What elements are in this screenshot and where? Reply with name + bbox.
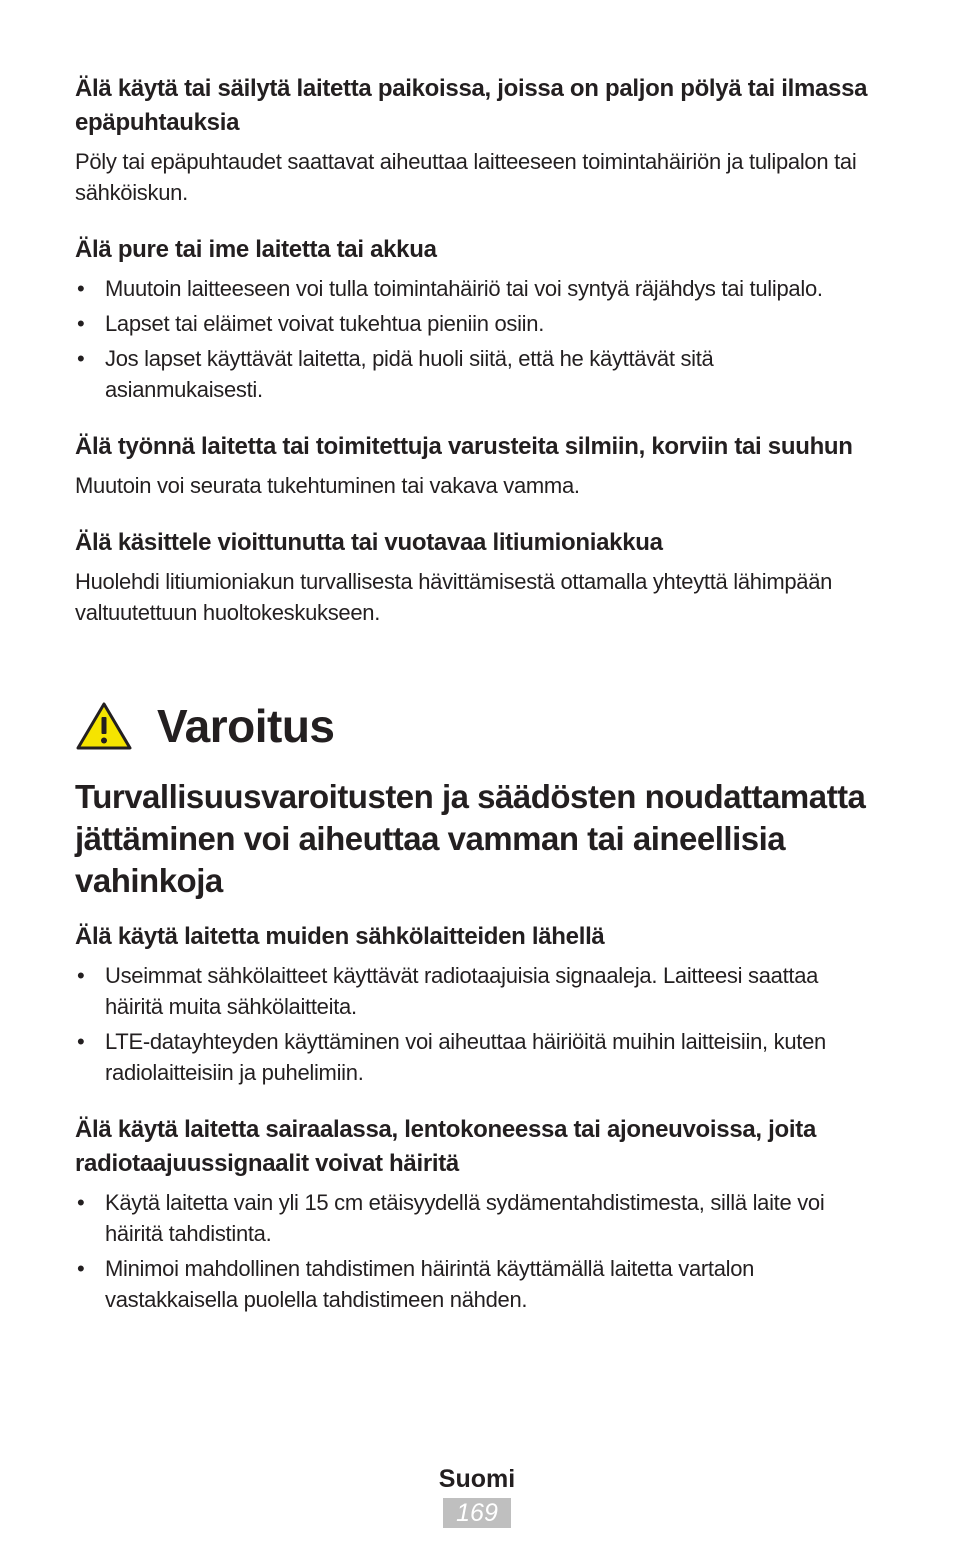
section-body: Pöly tai epäpuhtaudet saattavat aiheuttaa laitteeseen toimintahäiriön ja tulipalon tai sähköiskun. [75, 149, 857, 205]
bullet-icon: • [77, 963, 85, 988]
bullet-icon: • [77, 1029, 85, 1054]
page-number: 169 [443, 1498, 511, 1528]
list-item: • Minimoi mahdollinen tahdistimen häirintä käyttämällä laitetta vartalon vastakkaisella puolella tahdistimeen nähden. [75, 1253, 875, 1315]
warning-header [75, 686, 875, 766]
list-item: • Lapset tai eläimet voivat tukehtua pieniin osiin. [75, 308, 875, 339]
section-dust [75, 72, 875, 208]
bullet-icon: • [77, 1190, 85, 1215]
list-item: • LTE-datayhteyden käyttäminen voi aiheuttaa häiriöitä muihin laitteisiin, kuten radiolaitteisiin ja puhelimiin. [75, 1026, 875, 1088]
document-page [75, 72, 875, 1340]
bullet-icon: • [77, 276, 85, 301]
list-item: • Useimmat sähkölaitteet käyttävät radiotaajuisia signaaleja. Laitteesi saattaa häiritä muita sähkölaitteita. [75, 960, 875, 1022]
warning-subtitle: Turvallisuusvaroitusten ja säädösten noudattamatta jättäminen voi aiheuttaa vamman tai aineellisia vahinkoja [75, 778, 866, 899]
section-hospital [75, 1113, 875, 1315]
section-electric [75, 920, 875, 1088]
list-item: • Jos lapset käyttävät laitetta, pidä huoli siitä, että he käyttävät sitä asianmukaisesti. [75, 343, 875, 405]
warning-title: Varoitus [157, 700, 335, 752]
warning-triangle-icon [75, 701, 133, 751]
section-title: Älä käsittele vioittunutta tai vuotavaa litiumioniakkua [75, 529, 663, 556]
bullet-list [75, 273, 875, 405]
section-chew [75, 233, 875, 405]
bullet-list [75, 1187, 875, 1315]
footer-language: Suomi [438, 1465, 516, 1493]
section-body: Muutoin voi seurata tukehtuminen tai vakava vamma. [75, 473, 580, 498]
section-title: Älä pure tai ime laitetta tai akkua [75, 236, 437, 263]
section-title: Älä käytä laitetta sairaalassa, lentokoneessa tai ajoneuvoissa, joita radiotaajuussignaalit voivat häiritä [75, 1116, 816, 1177]
section-body: Huolehdi litiumioniakun turvallisesta hävittämisestä ottamalla yhteyttä lähimpään valtuutettuun huoltokeskukseen. [75, 569, 833, 625]
bullet-icon: • [77, 346, 85, 371]
section-battery [75, 526, 875, 628]
section-insert [75, 430, 875, 501]
list-item: • Muutoin laitteeseen voi tulla toimintahäiriö tai voi syntyä räjähdys tai tulipalo. [75, 273, 875, 304]
section-title: Älä käytä tai säilytä laitetta paikoissa, joissa on paljon pölyä tai ilmassa epäpuhtauksia [75, 75, 868, 136]
bullet-icon: • [77, 1256, 85, 1281]
list-item: • Käytä laitetta vain yli 15 cm etäisyydellä sydämentahdistimesta, sillä laite voi häiritä tahdistinta. [75, 1187, 875, 1249]
bullet-list [75, 960, 875, 1088]
bullet-icon: • [77, 311, 85, 336]
section-title: Älä käytä laitetta muiden sähkölaitteiden lähellä [75, 923, 605, 950]
page-footer [0, 1462, 954, 1528]
section-title: Älä työnnä laitetta tai toimitettuja varusteita silmiin, korviin tai suuhun [75, 433, 853, 460]
